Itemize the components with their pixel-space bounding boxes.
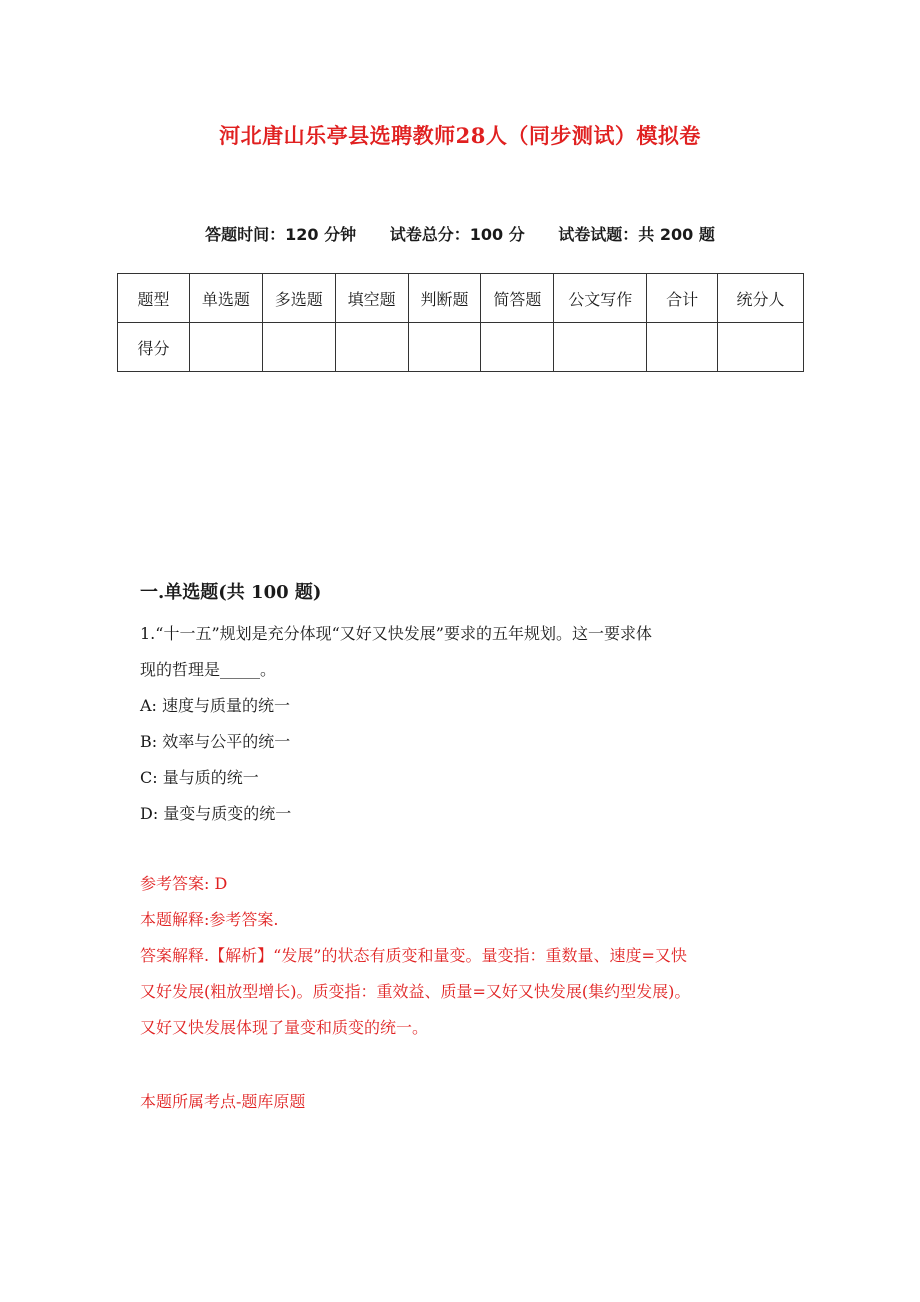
score-table [117, 273, 804, 372]
question-text-line: 现的哲理是_____。 [140, 660, 277, 679]
answer-block [140, 866, 785, 1046]
score-cell [481, 323, 554, 372]
score-cell [647, 323, 718, 372]
header-cell: 填空题 [335, 274, 408, 323]
explanation-line: 答案解释.【解析】“发展”的状态有质变和量变。量变指：重数量、速度=又快 [140, 946, 687, 965]
score-table-score-row [118, 323, 804, 372]
header-cell: 题型 [118, 274, 190, 323]
score-cell [335, 323, 408, 372]
score-cell [718, 323, 804, 372]
score-cell [262, 323, 335, 372]
option-d: D: 量变与质变的统一 [140, 804, 292, 823]
question-text-line: 1.“十一五”规划是充分体现“又好又快发展”要求的五年规划。这一要求体 [140, 624, 652, 643]
exam-question-count: 试卷试题：共 200 题 [558, 225, 715, 244]
exam-total-score: 试卷总分：100 分 [389, 225, 525, 244]
header-cell: 公文写作 [554, 274, 647, 323]
score-cell [189, 323, 262, 372]
score-table-header-row [118, 274, 804, 323]
page-title: 河北唐山乐亭县选聘教师28人（同步测试）模拟卷 [219, 123, 701, 148]
question-block [140, 616, 785, 832]
explanation-line: 又好又快发展体现了量变和质变的统一。 [140, 1018, 429, 1037]
option-a: A: 速度与质量的统一 [140, 696, 291, 715]
header-cell: 单选题 [189, 274, 262, 323]
section-title: 一.单选题(共 100 题) [140, 582, 322, 603]
score-cell [554, 323, 647, 372]
exam-time: 答题时间：120 分钟 [205, 225, 357, 244]
header-cell: 统分人 [718, 274, 804, 323]
exam-meta [0, 222, 920, 245]
explanation-line: 又好发展(粗放型增长)。质变指：重效益、质量=又好又快发展(集约型发展)。 [140, 982, 691, 1001]
knowledge-point-tag: 本题所属考点-题库原题 [140, 1092, 306, 1111]
score-cell [408, 323, 481, 372]
header-cell: 多选题 [262, 274, 335, 323]
header-cell: 合计 [647, 274, 718, 323]
option-c: C: 量与质的统一 [140, 768, 259, 787]
option-b: B: 效率与公平的统一 [140, 732, 291, 751]
header-cell: 判断题 [408, 274, 481, 323]
explanation-label: 本题解释:参考答案. [140, 910, 279, 929]
answer-label: 参考答案: D [140, 874, 228, 893]
score-row-label: 得分 [118, 323, 190, 372]
header-cell: 简答题 [481, 274, 554, 323]
